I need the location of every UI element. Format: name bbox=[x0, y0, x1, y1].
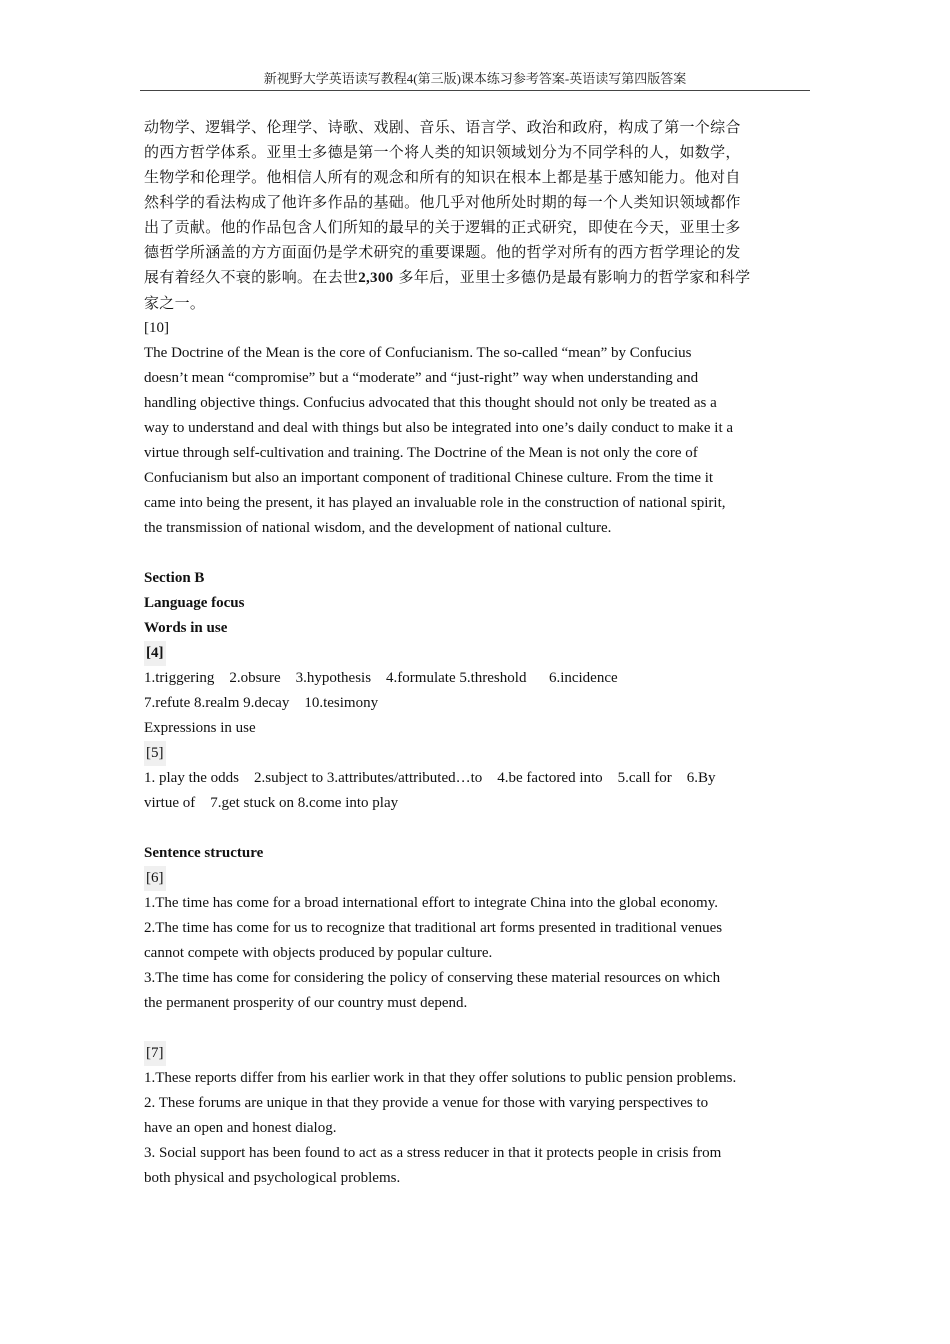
page-header: 新视野大学英语读写教程4(第三版)课本练习参考答案-英语读写第四版答案 bbox=[140, 70, 810, 91]
zh-line bbox=[144, 265, 810, 291]
en-line: virtue through self-cultivation and training. The Doctrine of the Mean is not only the core of bbox=[144, 445, 698, 461]
answer-line: both physical and psychological problems. bbox=[144, 1170, 401, 1186]
section-10-marker: [10] bbox=[144, 320, 169, 336]
sentence-structure-title: Sentence structure bbox=[144, 845, 264, 861]
marker-7: [7] bbox=[144, 1041, 166, 1066]
en-line: doesn’t mean “compromise” but a “moderate” and “just-right” way when understanding and bbox=[144, 370, 699, 386]
marker-5: [5] bbox=[144, 741, 166, 766]
marker-4: [4] bbox=[144, 641, 166, 666]
en-line: Confucianism but also an important component of traditional Chinese culture. From the time it bbox=[144, 470, 714, 486]
answer-line: 3.The time has come for considering the policy of conserving these material resources on which bbox=[144, 970, 721, 986]
zh-line-head: 展有着经久不衰的影响。在去世 bbox=[144, 268, 359, 286]
expressions-line: virtue of 7.get stuck on 8.come into play bbox=[144, 795, 399, 811]
document-body bbox=[144, 115, 810, 1191]
answer-line: 1.The time has come for a broad international effort to integrate China into the global economy. bbox=[144, 895, 718, 911]
zh-line: 的西方哲学体系。亚里士多德是第一个将人类的知识领域划分为不同学科的人，如数学， bbox=[144, 143, 741, 161]
zh-line: 家之一。 bbox=[144, 294, 206, 312]
bold-number: 2,300 bbox=[358, 270, 394, 286]
words-in-use-title: Words in use bbox=[144, 620, 228, 636]
expressions-line: 1. play the odds 2.subject to 3.attributes/attributed…to 4.be factored into 5.call for 6.By bbox=[144, 770, 716, 786]
marker-6: [6] bbox=[144, 866, 166, 891]
en-line: came into being the present, it has played an invaluable role in the construction of national spirit, bbox=[144, 495, 726, 511]
section-10-paragraph bbox=[144, 341, 810, 541]
zh-line-tail: 多年后，亚里士多德仍是最有影响力的哲学家和科学 bbox=[398, 268, 751, 286]
zh-line: 动物学、逻辑学、伦理学、诗歌、戏剧、音乐、语言学、政治和政府，构成了第一个综合 bbox=[144, 118, 741, 136]
expressions-title: Expressions in use bbox=[144, 720, 256, 736]
language-focus-title: Language focus bbox=[144, 595, 245, 611]
answer-line: the permanent prosperity of our country must depend. bbox=[144, 995, 468, 1011]
en-line: the transmission of national wisdom, and the development of national culture. bbox=[144, 520, 612, 536]
answer-line: 3. Social support has been found to act as a stress reducer in that it protects people in crisis from bbox=[144, 1145, 722, 1161]
zh-line: 然科学的看法构成了他许多作品的基础。他几乎对他所处时期的每一个人类知识领域都作 bbox=[144, 193, 741, 211]
answer-line: 2. These forums are unique in that they provide a venue for those with varying perspectives to bbox=[144, 1095, 709, 1111]
words-line: 1.triggering 2.obsure 3.hypothesis 4.formulate 5.threshold 6.incidence bbox=[144, 670, 618, 686]
zh-line: 出了贡献。他的作品包含人们所知的最早的关于逻辑的正式研究，即使在今天，亚里士多 bbox=[144, 218, 741, 236]
chinese-paragraph bbox=[144, 115, 810, 316]
answer-line: 2.The time has come for us to recognize that traditional art forms presented in traditional venues bbox=[144, 920, 723, 936]
answer-line: have an open and honest dialog. bbox=[144, 1120, 337, 1136]
zh-line: 生物学和伦理学。他相信人所有的观念和所有的知识在根本上都是基于感知能力。他对自 bbox=[144, 168, 741, 186]
en-line: way to understand and deal with things but also be integrated into one’s daily conduct to make it a bbox=[144, 420, 734, 436]
answer-line: cannot compete with objects produced by popular culture. bbox=[144, 945, 493, 961]
section-b-title: Section B bbox=[144, 570, 205, 586]
en-line: The Doctrine of the Mean is the core of Confucianism. The so-called “mean” by Confucius bbox=[144, 345, 692, 361]
words-line: 7.refute 8.realm 9.decay 10.tesimony bbox=[144, 695, 379, 711]
answer-line: 1.These reports differ from his earlier work in that they offer solutions to public pension problems. bbox=[144, 1070, 737, 1086]
en-line: handling objective things. Confucius advocated that this thought should not only be treated as a bbox=[144, 395, 717, 411]
zh-line: 德哲学所涵盖的方方面面仍是学术研究的重要课题。他的哲学对所有的西方哲学理论的发 bbox=[144, 243, 741, 261]
